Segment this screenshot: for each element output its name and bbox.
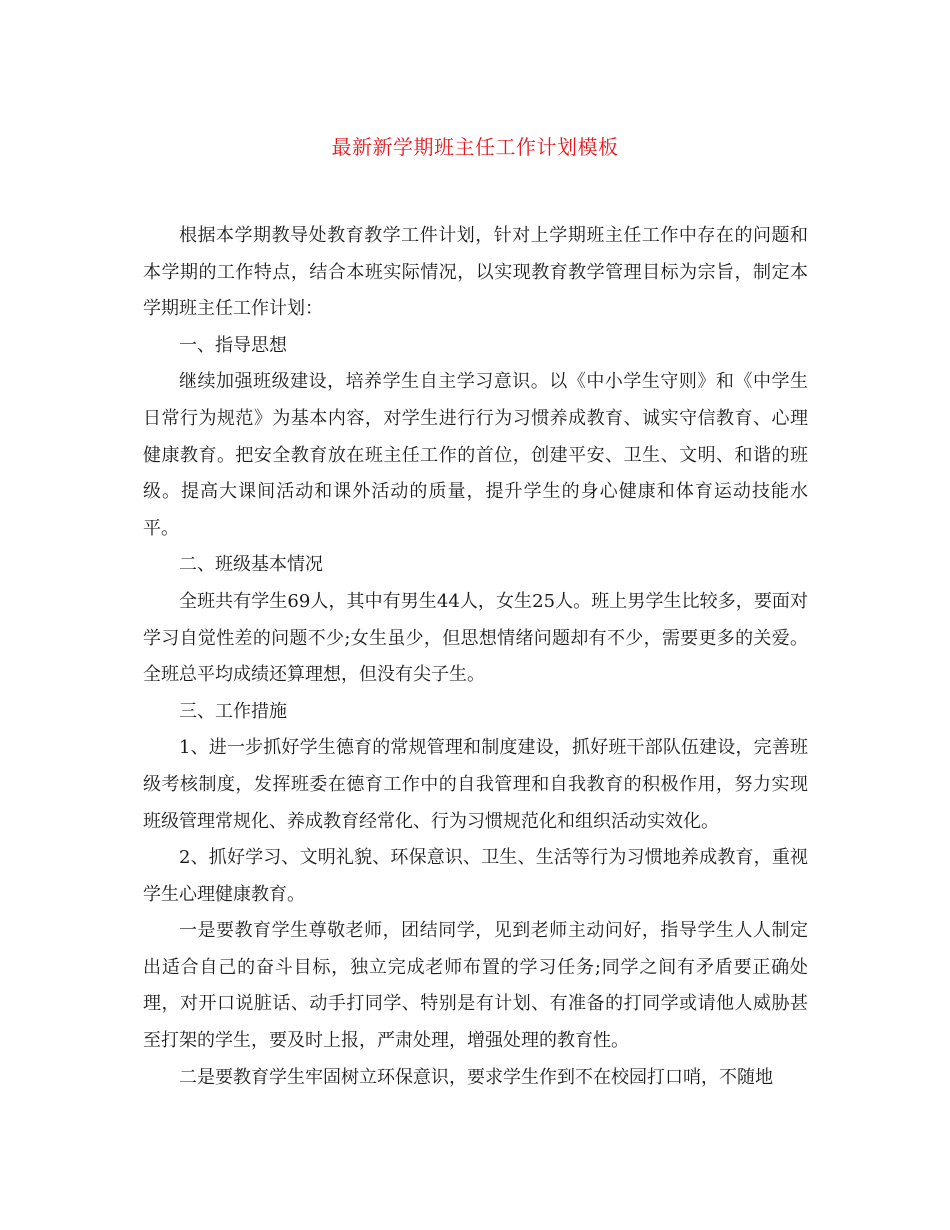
paragraph-point-2: 二是要教育学生牢固树立环保意识，要求学生作到不在校园打口哨，不随地	[179, 1066, 773, 1088]
document-title: 最新新学期班主任工作计划模板	[331, 135, 619, 159]
section-heading-guiding-ideology: 一、指导思想	[179, 334, 287, 356]
paragraph-measure-2: 2、抓好学习、文明礼貌、环保意识、卫生、生活等行为习惯地养成教育，重视学生心理健康教育。	[143, 847, 808, 905]
section-heading-work-measures: 三、工作措施	[179, 700, 287, 722]
paragraph-point-1: 一是要教育学生尊敬老师，团结同学，见到老师主动问好，指导学生人人制定出适合自己的奋斗目标，独立完成老师布置的学习任务;同学之间有矛盾要正确处理，对开口说脏话、动手打同学、特别是有计划、有准备的打同学或请他人威胁甚至打架的学生，要及时上报，严肃处理，增强处理的教育性。	[143, 920, 808, 1052]
paragraph-class-situation: 全班共有学生69人，其中有男生44人，女生25人。班上男学生比较多，要面对学习自觉性差的问题不少;女生虽少，但思想情绪问题却有不少，需要更多的关爱。全班总平均成绩还算理想，但没有尖子生。	[143, 590, 808, 686]
section-heading-class-situation: 二、班级基本情况	[179, 554, 323, 576]
paragraph-guiding-ideology: 继续加强班级建设，培养学生自主学习意识。以《中小学生守则》和《中学生日常行为规范》为基本内容，对学生进行行为习惯养成教育、诚实守信教育、心理健康教育。把安全教育放在班主任工作的首位，创建平安、卫生、文明、和谐的班级。提高大课间活动和课外活动的质量，提升学生的身心健康和体育运动技能水平。	[143, 371, 808, 539]
document-body	[143, 218, 808, 1096]
paragraph-measure-1: 1、进一步抓好学生德育的常规管理和制度建设，抓好班干部队伍建设，完善班级考核制度，发挥班委在德育工作中的自我管理和自我教育的积极作用，努力实现班级管理常规化、养成教育经常化、行为习惯规范化和组织活动实效化。	[143, 737, 808, 832]
paragraph-intro: 根据本学期教导处教育教学工件计划，针对上学期班主任工作中存在的问题和本学期的工作特点，结合本班实际情况，以实现教育教学管理目标为宗旨，制定本学期班主任工作计划：	[143, 225, 808, 320]
